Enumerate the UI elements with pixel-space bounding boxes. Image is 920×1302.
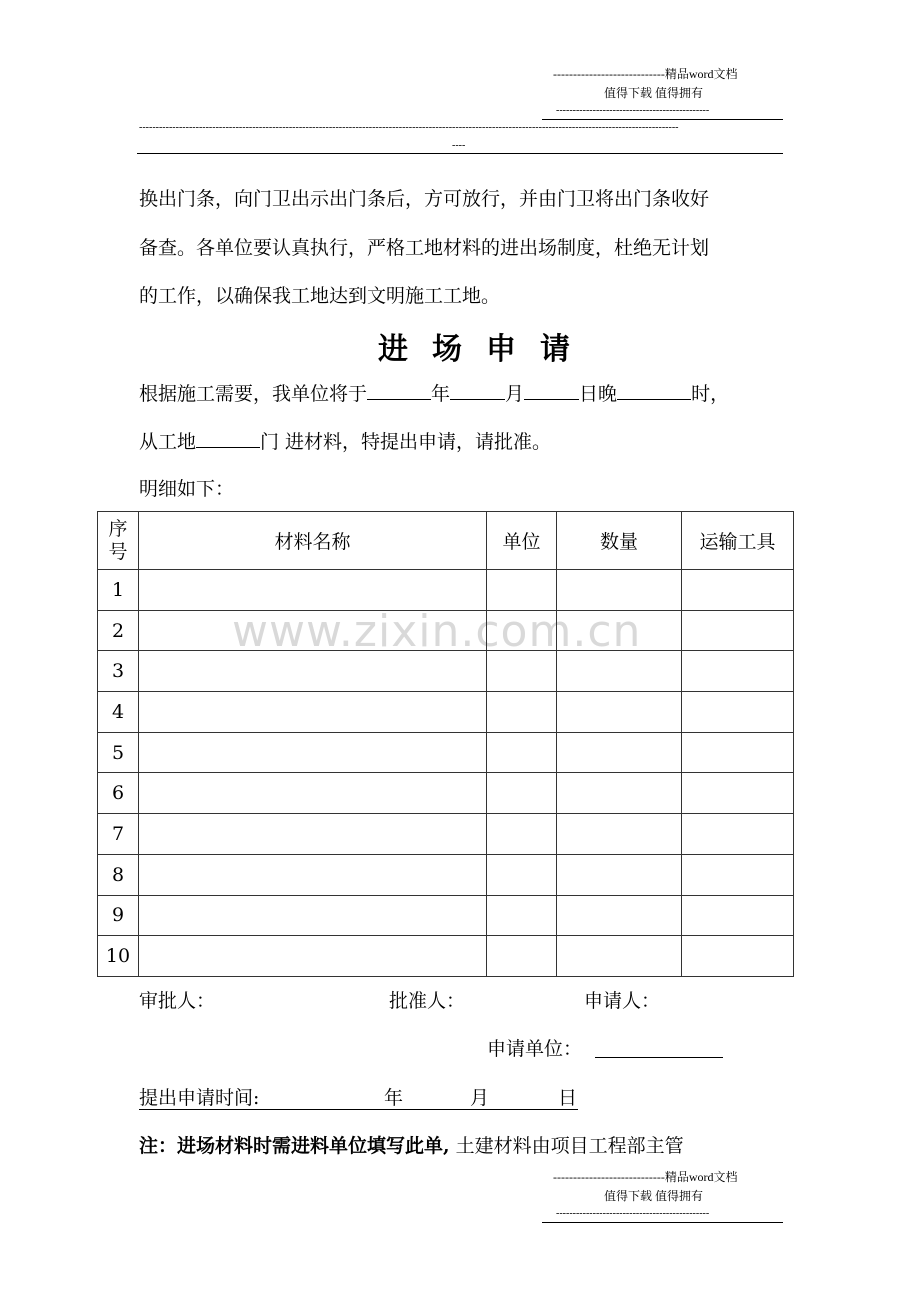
header-transport: 运输工具 xyxy=(682,512,794,570)
row-seq: 10 xyxy=(98,936,139,977)
cell-unit[interactable] xyxy=(487,570,557,611)
header-rule xyxy=(137,153,783,154)
cell-name[interactable] xyxy=(139,610,487,651)
header-brand-line xyxy=(553,67,738,81)
header-rule-dashes: ------------------------------------------------------------------------------------------------------------------------------------------------------------------ xyxy=(139,122,679,133)
row-seq: 9 xyxy=(98,895,139,936)
header-seq-text: 序号 xyxy=(108,517,128,563)
cell-name[interactable] xyxy=(139,570,487,611)
cell-unit[interactable] xyxy=(487,895,557,936)
form-paragraph-1 xyxy=(139,381,729,405)
table-row xyxy=(98,814,794,855)
cell-unit[interactable] xyxy=(487,936,557,977)
cell-qty[interactable] xyxy=(557,692,682,733)
header-dashes: ---------------------------- xyxy=(553,67,665,81)
header-underline xyxy=(542,119,783,120)
cell-transport[interactable] xyxy=(682,692,794,733)
table-row xyxy=(98,854,794,895)
cell-qty[interactable] xyxy=(557,854,682,895)
footer-brand: 精品word文档 xyxy=(664,1170,738,1184)
intro-line-3: 的工作，以确保我工地达到文明施工工地。 xyxy=(139,285,501,307)
cell-transport[interactable] xyxy=(682,570,794,611)
row-seq: 6 xyxy=(98,773,139,814)
footer-underline xyxy=(542,1222,783,1223)
cell-transport[interactable] xyxy=(682,895,794,936)
cell-unit[interactable] xyxy=(487,814,557,855)
footer-dashes: ---------------------------- xyxy=(553,1170,665,1184)
table-row xyxy=(98,936,794,977)
table-row xyxy=(98,610,794,651)
row-seq: 1 xyxy=(98,570,139,611)
row-seq: 8 xyxy=(98,854,139,895)
footer-dashes-b: ---------------------------------------------- xyxy=(556,1208,710,1219)
cell-qty[interactable] xyxy=(557,814,682,855)
row-seq: 4 xyxy=(98,692,139,733)
time-year: 年 xyxy=(384,1087,404,1109)
cell-qty[interactable] xyxy=(557,936,682,977)
cell-transport[interactable] xyxy=(682,732,794,773)
header-tagline: 值得下载 值得拥有 xyxy=(604,86,704,100)
p1-lead: 根据施工需要，我单位将于 xyxy=(139,383,368,405)
note-bold: 注：进场材料时需进料单位填写此单, xyxy=(139,1135,450,1157)
p1-day: 日晚 xyxy=(579,383,618,405)
cell-name[interactable] xyxy=(139,936,487,977)
reviewer-label: 审批人： xyxy=(139,990,216,1012)
table-row xyxy=(98,651,794,692)
hour-blank xyxy=(617,381,691,400)
cell-qty[interactable] xyxy=(557,773,682,814)
materials-table xyxy=(97,511,794,977)
cell-unit[interactable] xyxy=(487,854,557,895)
header-quantity: 数量 xyxy=(557,512,682,570)
time-month: 月 xyxy=(470,1087,490,1109)
header-unit: 单位 xyxy=(487,512,557,570)
cell-transport[interactable] xyxy=(682,854,794,895)
watermark: www.zixin.com.cn xyxy=(232,606,642,657)
cell-unit[interactable] xyxy=(487,773,557,814)
footer-brand-line xyxy=(553,1170,738,1184)
applicant-unit-blank[interactable] xyxy=(595,1057,723,1058)
approver-label: 批准人： xyxy=(389,990,466,1012)
cell-name[interactable] xyxy=(139,651,487,692)
form-title: 进场申请 xyxy=(378,332,594,367)
header-rule-tail: ---- xyxy=(452,140,466,151)
p1-month: 月 xyxy=(505,383,525,405)
cell-transport[interactable] xyxy=(682,651,794,692)
details-label: 明细如下： xyxy=(139,478,235,500)
cell-name[interactable] xyxy=(139,773,487,814)
intro-line-1: 换出门条，向门卫出示出门条后，方可放行，并由门卫将出门条收好 xyxy=(139,188,710,210)
cell-unit[interactable] xyxy=(487,732,557,773)
cell-name[interactable] xyxy=(139,732,487,773)
cell-transport[interactable] xyxy=(682,773,794,814)
time-day: 日 xyxy=(558,1087,578,1109)
cell-transport[interactable] xyxy=(682,610,794,651)
year-blank xyxy=(367,381,431,400)
header-material-name: 材料名称 xyxy=(139,512,487,570)
cell-qty[interactable] xyxy=(557,651,682,692)
p2-lead: 从工地 xyxy=(139,431,197,453)
cell-name[interactable] xyxy=(139,814,487,855)
time-label: 提出申请时间: xyxy=(139,1087,260,1109)
cell-unit[interactable] xyxy=(487,692,557,733)
cell-transport[interactable] xyxy=(682,936,794,977)
cell-qty[interactable] xyxy=(557,570,682,611)
cell-name[interactable] xyxy=(139,692,487,733)
cell-qty[interactable] xyxy=(557,895,682,936)
form-paragraph-2 xyxy=(139,429,551,453)
row-seq: 7 xyxy=(98,814,139,855)
time-underline xyxy=(139,1109,578,1110)
table-row xyxy=(98,732,794,773)
table-row xyxy=(98,570,794,611)
cell-unit[interactable] xyxy=(487,651,557,692)
table-row xyxy=(98,895,794,936)
cell-name[interactable] xyxy=(139,895,487,936)
applicant-unit-label: 申请单位： xyxy=(487,1038,583,1060)
intro-line-2: 备查。各单位要认真执行，严格工地材料的进出场制度，杜绝无计划 xyxy=(139,237,710,259)
cell-name[interactable] xyxy=(139,854,487,895)
header-brand: 精品word文档 xyxy=(664,67,738,81)
cell-transport[interactable] xyxy=(682,814,794,855)
footer-tagline: 值得下载 值得拥有 xyxy=(604,1189,704,1203)
cell-unit[interactable] xyxy=(487,610,557,651)
row-seq: 2 xyxy=(98,610,139,651)
cell-qty[interactable] xyxy=(557,732,682,773)
p1-hour: 时， xyxy=(691,383,730,405)
month-blank xyxy=(450,381,505,400)
gate-blank xyxy=(196,429,260,448)
table-row xyxy=(98,773,794,814)
table-row xyxy=(98,692,794,733)
p1-year: 年 xyxy=(431,383,451,405)
day-blank xyxy=(524,381,579,400)
row-seq: 5 xyxy=(98,732,139,773)
note-normal: 土建材料由项目工程部主管 xyxy=(449,1135,684,1157)
applicant-label: 申请人： xyxy=(584,990,661,1012)
row-seq: 3 xyxy=(98,651,139,692)
cell-qty[interactable] xyxy=(557,610,682,651)
header-seq xyxy=(98,512,139,570)
p2-rest: 门 进材料，特提出申请，请批准。 xyxy=(260,431,552,453)
table-header-row xyxy=(98,512,794,570)
note-line xyxy=(139,1135,684,1157)
header-dashes-b: ---------------------------------------------- xyxy=(556,105,710,116)
